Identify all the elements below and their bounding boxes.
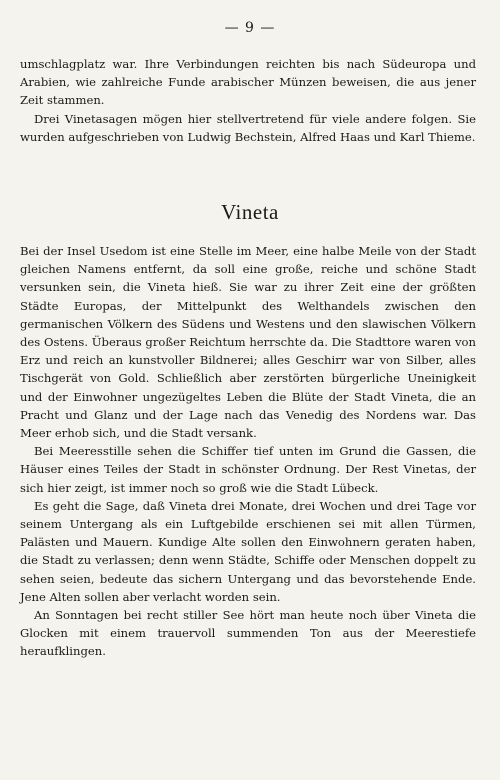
story-paragraph: Bei der Insel Usedom ist eine Stelle im Meer, eine halbe Meile von der Stadt gleichen Namens entfernt, da soll eine große, reiche und schöne Stadt versunken sein, die Vineta hieß. Sie war zu ihrer Zeit eine der größten Städte Europas, der Mittelpunkt des Welthandels zwischen den germanischen Völkern des Südens und Westens und den slawischen Völkern des Ostens. Überaus großer Reichtum herrschte da. Die Stadttore waren von Erz und reich an kunstvoller Bildnerei; alles Geschirr war von Silber, alles Tischgerät von Gold. Schließlich aber zerstörten bürgerliche Uneinigkeit und der Einwohner ungezügeltes Leben die Blüte der Stadt Vineta, die an Pracht und Glanz und der Lage nach das Venedig des Nordens war. Das Meer erhob sich, und die Stadt versank. <box>20 244 476 441</box>
intro-text <box>20 55 476 146</box>
story-text <box>20 242 476 661</box>
story-paragraph: An Sonntagen bei recht stiller See hört man heute noch über Vineta die Glocken mit einem trauervoll summenden Ton aus der Meerestiefe heraufklingen. <box>20 608 476 659</box>
story-paragraph: Es geht die Sage, daß Vineta drei Monate, drei Wochen und drei Tage vor seinem Untergang als ein Luftgebilde erschienen sei mit allen Türmen, Palästen und Mauern. Kundige Alte sollen den Einwohnern geraten haben, die Stadt zu verlassen; denn wenn Städte, Schiffe oder Menschen doppelt zu sehen seien, bedeute das sichern Untergang und das bevorstehende Ende. Jene Alten sollen aber verlacht worden sein. <box>20 498 476 604</box>
intro-paragraph: umschlagplatz war. Ihre Verbindungen reichten bis nach Südeuropa und Arabien, wie zahlreiche Funde arabischer Münzen beweisen, die aus jener Zeit stammen. <box>20 57 476 108</box>
story-paragraph: Bei Meeresstille sehen die Schiffer tief unten im Grund die Gassen, die Häuser eines Teiles der Stadt in schönster Ordnung. Der Rest Vinetas, der sich hier zeigt, ist immer noch so groß wie die Stadt Lübeck. <box>20 444 476 495</box>
page-number: — 9 — <box>224 20 276 36</box>
intro-paragraph: Drei Vinetasagen mögen hier stellvertretend für viele andere folgen. Sie wurden aufgeschrieben von Ludwig Bechstein, Alfred Haas und Karl Thieme. <box>20 111 476 144</box>
section-heading: Vineta <box>221 200 279 224</box>
